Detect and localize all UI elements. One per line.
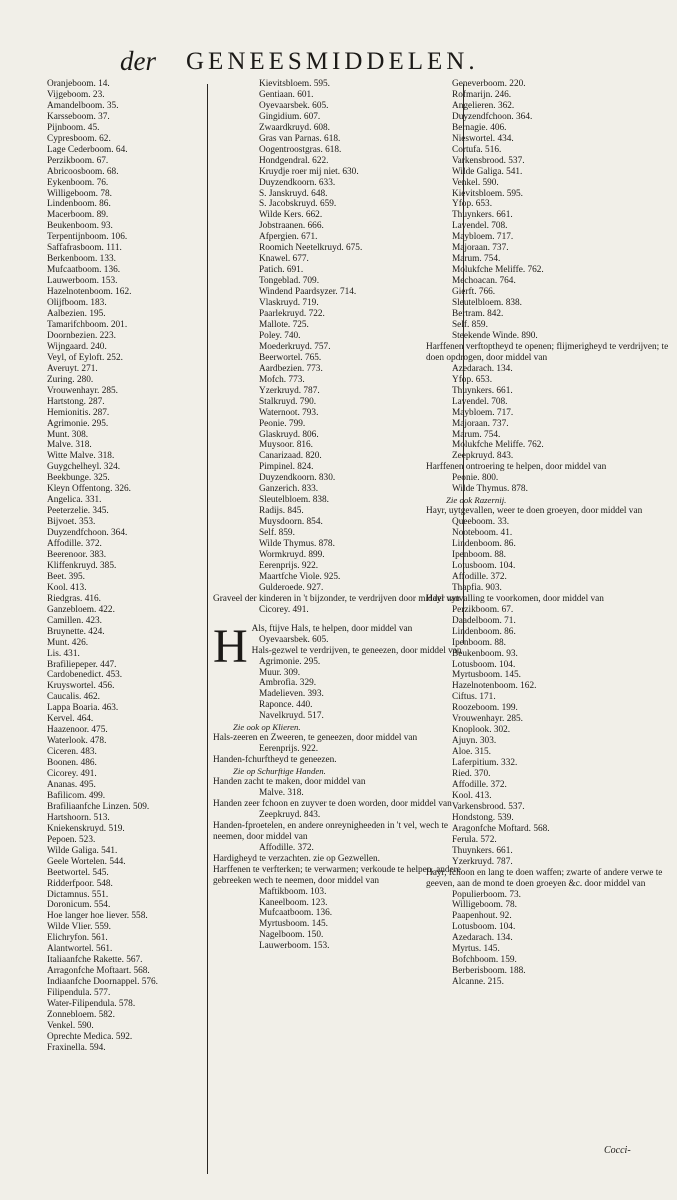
index-entry: Wilde Kers. 662. — [259, 210, 323, 221]
index-entry: Kruyswortel. 456. — [47, 681, 115, 692]
index-entry: Hartstong. 287. — [47, 396, 105, 407]
index-entry: Saffafrasboom. 111. — [47, 243, 122, 254]
index-entry: Marum. 754. — [452, 254, 501, 265]
index-entry: Varkensbrood. 537. — [452, 155, 525, 166]
index-entry: Glaskruyd. 806. — [259, 429, 319, 440]
heading-text: Als, ftijve Hals, te helpen, door middel van — [251, 623, 413, 634]
index-entry: Karsseboom. 37. — [47, 111, 110, 122]
section-heading: Harffenen ontroering te helpen, door middel van — [426, 462, 607, 473]
index-entry: Stalkruyd. 790. — [259, 396, 317, 407]
index-entry: Geele Wortelen. 544. — [47, 856, 126, 867]
index-entry: Lavendel. 708. — [452, 396, 508, 407]
index-entry: Vijgeboom. 23. — [47, 89, 105, 100]
index-entry: Gingidium. 607. — [259, 111, 321, 122]
index-entry: Pepoen. 523. — [47, 834, 96, 845]
index-entry: Witte Malve. 318. — [47, 451, 115, 462]
index-entry: Muysoor. 816. — [259, 440, 313, 451]
index-entry: Angelieren. 362. — [452, 100, 515, 111]
index-entry: Ganzerich. 833. — [259, 484, 319, 495]
index-entry: Terpentijnboom. 106. — [47, 232, 128, 243]
index-entry: Alantwortel. 561. — [47, 944, 113, 955]
index-entry: Beukenboom. 93. — [47, 221, 113, 232]
index-entry: Munt. 426. — [47, 637, 89, 648]
section-heading: Hayr, uytgevallen, weer te doen groeyen, door middel van — [426, 506, 643, 517]
index-entry: Maybloem. 717. — [452, 232, 514, 243]
index-entry: Affodille. 372. — [47, 539, 102, 550]
index-entry: Cypresboom. 62. — [47, 133, 111, 144]
index-entry: Duyzendkoorn. 633. — [259, 177, 336, 188]
index-entry: Haazenoor. 475. — [47, 725, 108, 736]
index-entry: S. Jacobskruyd. 659. — [259, 199, 337, 210]
index-entry: Majoraan. 737. — [452, 243, 509, 254]
index-entry: Azedarach. 134. — [452, 933, 513, 944]
index-entry: Zonnebloem. 582. — [47, 1010, 115, 1021]
index-entry: Bruynette. 424. — [47, 626, 105, 637]
index-entry: Daadelboom. 71. — [452, 615, 516, 626]
index-entry: Veyl, of Eyloft. 252. — [47, 352, 123, 363]
index-entry: Hartshoorn. 513. — [47, 812, 110, 823]
cross-reference: Zie ook op Klieren. — [233, 722, 301, 733]
index-entry: Afpergien. 671. — [259, 232, 318, 243]
index-entry: Navelkruyd. 517. — [259, 711, 324, 722]
index-entry: Kruydje roer mij niet. 630. — [259, 166, 359, 177]
index-entry: Willigeboom. 78. — [47, 188, 112, 199]
index-entry: Thuynkers. 661. — [452, 385, 513, 396]
index-entry: Ajuyn. 303. — [452, 736, 497, 747]
index-entry: Muur. 309. — [259, 667, 301, 678]
index-entry: Affodille. 372. — [452, 571, 507, 582]
index-entry: Boonen. 486. — [47, 758, 97, 769]
index-entry: Wormkruyd. 899. — [259, 549, 325, 560]
index-entry: Macerboom. 89. — [47, 210, 109, 221]
index-entry: Eerenprijs. 922. — [259, 744, 319, 755]
index-entry: Agrimonie. 295. — [47, 418, 109, 429]
index-entry: Hazelnotenboom. 162. — [47, 287, 132, 298]
index-entry: Wilde Vlier. 559. — [47, 922, 112, 933]
index-entry: Lappa Boaria. 463. — [47, 703, 119, 714]
index-entry: Gras van Parnas. 618. — [259, 133, 341, 144]
index-entry: Beukenboom. 93. — [452, 648, 518, 659]
index-entry: Azedarach. 134. — [452, 363, 513, 374]
index-entry: Zuring. 280. — [47, 374, 94, 385]
index-entry: Oogentroostgras. 618. — [259, 144, 342, 155]
index-entry: Camillen. 423. — [47, 615, 103, 626]
index-entry: Angelica. 331. — [47, 495, 102, 506]
index-entry: Aloe. 315. — [452, 747, 491, 758]
index-entry: Ganzebloem. 422. — [47, 604, 115, 615]
index-entry: Ciftus. 171. — [452, 692, 496, 703]
section-heading: Hayr uytvalling te voorkomen, door middel van — [426, 593, 604, 604]
index-entry: Mallote. 725. — [259, 319, 309, 330]
index-entry: Kniekenskruyd. 519. — [47, 823, 125, 834]
index-entry: Pimpinel. 824. — [259, 462, 314, 473]
index-entry: Maybloem. 717. — [452, 407, 514, 418]
index-entry: Aalbezien. 195. — [47, 309, 106, 320]
index-entry: Bofchboom. 159. — [452, 955, 517, 966]
index-entry: Hoe langer hoe liever. 558. — [47, 911, 148, 922]
index-entry: Filipendula. 577. — [47, 988, 111, 999]
index-entry: Kievitsbloem. 595. — [452, 188, 524, 199]
index-entry: Oprechte Medica. 592. — [47, 1031, 133, 1042]
index-entry: Rofmarijn. 246. — [452, 89, 512, 100]
index-entry: Tongeblad. 709. — [259, 276, 320, 287]
index-entry: Venkel. 590. — [452, 177, 499, 188]
index-entry: Beekbunge. 325. — [47, 473, 110, 484]
index-entry: Sleutelbloem. 838. — [452, 298, 522, 309]
index-entry: Perzikboom. 67. — [452, 604, 514, 615]
index-entry: Nieswortel. 434. — [452, 133, 514, 144]
index-entry: Duyzendkoorn. 830. — [259, 473, 336, 484]
index-entry: Caucalis. 462. — [47, 692, 100, 703]
index-entry: Duyzendfchoon. 364. — [452, 111, 533, 122]
page-title: GENEESMIDDELEN. — [186, 48, 479, 75]
index-entry: Wilde Galiga. 541. — [452, 166, 523, 177]
index-entry: Gentiaan. 601. — [259, 89, 314, 100]
index-entry: Radijs. 845. — [259, 506, 304, 517]
index-entry: Myrtus. 145. — [452, 944, 500, 955]
index-entry: Lauwerboom. 153. — [47, 276, 118, 287]
index-entry: Ananas. 495. — [47, 780, 96, 790]
index-entry: Kliffenkruyd. 385. — [47, 560, 117, 571]
index-entry: Beetwortel. 545. — [47, 867, 109, 878]
index-entry: Water-Filipendula. 578. — [47, 999, 136, 1010]
index-entry: Peeterzelie. 345. — [47, 506, 109, 517]
index-entry: Vrouwenhayr. 285. — [47, 385, 118, 396]
index-entry: Majoraan. 737. — [452, 418, 509, 429]
index-entry: Doornbezien. 223. — [47, 330, 116, 341]
index-entry: Riedgras. 416. — [47, 593, 101, 604]
index-entry: Thuynkers. 661. — [452, 845, 513, 856]
column-divider — [207, 84, 208, 1174]
index-entry: Thapfia. 903. — [452, 582, 502, 593]
index-entry: Malve. 318. — [259, 788, 304, 798]
index-entry: Zeepkruyd. 843. — [259, 809, 321, 820]
index-entry: Wilde Thymus. 878. — [452, 484, 528, 495]
section-heading: Graveel der kinderen in 't bijzonder, te verdrijven door middel van — [213, 593, 460, 604]
index-entry: Yzerkruyd. 787. — [452, 856, 513, 867]
index-entry: Wilde Galiga. 541. — [47, 845, 118, 856]
index-entry: Brafiliaanfche Linzen. 509. — [47, 801, 150, 812]
section-heading: Handen-fchurftheyd te geneezen. — [213, 755, 337, 766]
index-entry: Arragonfche Moftaart. 568. — [47, 966, 150, 977]
section-heading: Harffenen te verfterken; te verwarmen; verkoude te helpen, andere gebreeken wech te neemen, door middel van — [213, 864, 461, 886]
index-entry: Ambrofia. 329. — [259, 678, 317, 689]
index-entry: Pijnboom. 45. — [47, 122, 100, 133]
index-entry: Kool. 413. — [47, 582, 87, 593]
index-entry: Patich. 691. — [259, 265, 304, 276]
index-entry: Agrimonie. 295. — [259, 656, 321, 667]
index-entry: Oranjeboom. 14. — [47, 79, 110, 89]
index-entry: Hondstong. 539. — [452, 812, 514, 823]
index-entry: Wijngaard. 240. — [47, 341, 107, 352]
index-entry: Affodille. 372. — [259, 842, 314, 853]
index-entry: Populierboom. 73. — [452, 889, 521, 900]
index-entry: Willigeboom. 78. — [452, 900, 517, 911]
index-entry: Roomich Neetelkruyd. 675. — [259, 243, 363, 254]
index-entry: Ridderfpoor. 548. — [47, 878, 113, 889]
index-entry: Bijvoet. 353. — [47, 517, 96, 528]
index-entry: Windend Paardsyzer. 714. — [259, 287, 357, 298]
index-entry: Knoplook. 302. — [452, 725, 511, 736]
index-entry: Varkensbrood. 537. — [452, 801, 525, 812]
index-column-3 — [426, 79, 672, 988]
index-entry: Lotusboom. 104. — [452, 560, 516, 571]
index-entry: Aardbezien. 773. — [259, 363, 323, 374]
index-entry: Lauwerboom. 153. — [259, 941, 330, 952]
section-heading: Handen zacht te maken, door middel van — [213, 777, 366, 788]
index-entry: Venkel. 590. — [47, 1020, 94, 1031]
index-entry: Olijfboom. 183. — [47, 298, 107, 309]
index-entry: Laferpitium. 332. — [452, 758, 518, 769]
index-entry: Cardobenedict. 453. — [47, 670, 123, 681]
index-entry: Myrtusboom. 145. — [259, 919, 328, 930]
index-entry: Wilde Thymus. 878. — [259, 539, 335, 550]
index-entry: Muysdoorn. 854. — [259, 517, 323, 528]
index-entry: Paapenhout. 92. — [452, 911, 512, 922]
index-entry: Vrouwenhayr. 285. — [452, 714, 523, 725]
index-entry: Kleyn Offentong. 326. — [47, 484, 132, 495]
index-entry: Hondgendral. 622. — [259, 155, 329, 166]
page-header — [0, 44, 677, 80]
section-heading: Hals-gezwel te verdrijven, te geneezen, door middel van — [251, 645, 462, 656]
index-entry: Kool. 413. — [452, 790, 492, 801]
index-entry: Berkenboom. 133. — [47, 254, 116, 265]
index-entry: Molukfche Meliffe. 762. — [452, 440, 544, 451]
index-entry: Bernagie. 406. — [452, 122, 507, 133]
index-entry: Abricoosboom. 68. — [47, 166, 119, 177]
section-heading: Handen zeer fchoon en zuyver te doen worden, door middel van — [213, 798, 452, 809]
index-entry: Duyzendfchoon. 364. — [47, 528, 128, 539]
index-entry: Kievitsbloem. 595. — [259, 79, 331, 89]
index-entry: Amandelboom. 35. — [47, 100, 119, 111]
index-entry: Hemionitis. 287. — [47, 407, 110, 418]
index-entry: Elichryfon. 561. — [47, 933, 108, 944]
catchword: Cocci- — [604, 1145, 631, 1156]
index-entry: Yfop. 653. — [452, 199, 493, 210]
section-heading: Hardigheyd te verzachten. zie op Gezwellen. — [213, 853, 381, 864]
section-heading: Hayr, fchoon en lang te doen waffen; zwarte of andere verwe te geeven, aan de mond te doen groeyen &c. door middel van — [426, 867, 663, 889]
index-entry: Self. 859. — [259, 528, 295, 539]
index-entry: Zwaardkruyd. 608. — [259, 122, 330, 133]
index-entry: Italiaanfche Rakette. 567. — [47, 955, 143, 966]
section-heading: Harffenen verftoptheyd te openen; flijmerigheyd te verdrijven; te doen opdrogen, door middel van — [426, 341, 669, 363]
index-entry: Dictamnus. 551. — [47, 889, 109, 900]
index-entry: Indiaanfche Doornappel. 576. — [47, 977, 159, 988]
index-entry: Ipenboom. 88. — [452, 549, 506, 560]
index-entry: Aragonfche Moftard. 568. — [452, 823, 550, 834]
index-entry: Steekende Winde. 890. — [452, 330, 538, 341]
index-entry: Ciceren. 483. — [47, 747, 97, 758]
index-entry: Queeboom. 33. — [452, 517, 510, 528]
index-entry: Doronicum. 554. — [47, 900, 111, 911]
index-entry: Marum. 754. — [452, 429, 501, 440]
drop-cap: H — [213, 619, 248, 673]
index-entry: Peonie. 799. — [259, 418, 306, 429]
index-entry: Brafiliepeper. 447. — [47, 659, 117, 670]
index-entry: Ried. 370. — [452, 769, 491, 780]
index-entry: Hazelnotenboom. 162. — [452, 681, 537, 692]
index-entry: Lindenboom. 86. — [47, 199, 111, 210]
index-entry: Lavendel. 708. — [452, 221, 508, 232]
index-entry: Affodille. 372. — [452, 780, 507, 790]
index-entry: Self. 859. — [452, 319, 488, 330]
index-entry: Nooteboom. 41. — [452, 528, 513, 539]
index-entry: Lis. 431. — [47, 648, 80, 659]
index-entry: Mofch. 773. — [259, 374, 305, 385]
index-entry: Cicorey. 491. — [259, 604, 309, 615]
index-entry: Averuyt. 271. — [47, 363, 98, 374]
index-entry: Mufcaatboom. 136. — [259, 908, 333, 919]
index-entry: Mechoacan. 764. — [452, 276, 516, 287]
index-entry: Bafilicom. 499. — [47, 790, 106, 801]
index-entry: Moederkruyd. 757. — [259, 341, 331, 352]
index-entry: Bertram. 842. — [452, 309, 504, 320]
index-entry: Yfop. 653. — [452, 374, 493, 385]
index-entry: Lotusboom. 104. — [452, 922, 516, 933]
index-entry: Thuynkers. 661. — [452, 210, 513, 221]
cross-reference: Zie ook Razernij. — [446, 495, 507, 506]
index-entry: Madelieven. 393. — [259, 689, 324, 700]
index-entry: Molukfche Meliffe. 762. — [452, 265, 544, 276]
section-heading: Hals-zeeren en Zweeren, te geneezen, door middel van — [213, 733, 418, 744]
index-entry: Sleutelbloem. 838. — [259, 495, 329, 506]
cross-reference: Zie op Schurftige Handen. — [233, 766, 326, 777]
index-entry: Knawel. 677. — [259, 254, 309, 265]
index-entry: Beet. 395. — [47, 571, 85, 582]
index-entry: Paarlekruyd. 722. — [259, 309, 325, 320]
index-entry: Geneverboom. 220. — [452, 79, 526, 89]
index-entry: Zeepkruyd. 843. — [452, 451, 514, 462]
index-entry: Cicorey. 491. — [47, 769, 97, 780]
index-entry: Lage Cederboom. 64. — [47, 144, 128, 155]
header-prefix: der — [120, 46, 156, 76]
index-entry: Roozeboom. 199. — [452, 703, 518, 714]
index-entry: Kaneelboom. 123. — [259, 897, 328, 908]
index-entry: Fraxinella. 594. — [47, 1042, 106, 1053]
index-entry: Nagelboom. 150. — [259, 930, 324, 941]
section-heading: Handen-fproetelen, en andere onreynigheeden in 't vel, wech te neemen, door middel van — [213, 820, 449, 842]
index-entry: Vlaskruyd. 719. — [259, 298, 319, 309]
index-entry: Oyevaarsbek. 605. — [259, 100, 329, 111]
index-entry: Beerwortel. 765. — [259, 352, 322, 363]
index-entry: Lindenboom. 86. — [452, 539, 516, 550]
index-entry: S. Janskruyd. 648. — [259, 188, 328, 199]
index-entry: Ferula. 572. — [452, 834, 497, 845]
index-entry: Ipenboom. 88. — [452, 637, 506, 648]
index-entry: Waternoot. 793. — [259, 407, 319, 418]
index-entry: Alcanne. 215. — [452, 977, 504, 988]
index-entry: Peonie. 800. — [452, 473, 499, 484]
index-entry: Eykenboom. 76. — [47, 177, 109, 188]
index-entry: Gulderoede. 927. — [259, 582, 324, 593]
index-entry: Waterlook. 478. — [47, 736, 107, 747]
index-column-1 — [47, 79, 207, 1054]
index-entry: Myrtusboom. 145. — [452, 670, 521, 681]
index-entry: Maftikboom. 103. — [259, 886, 327, 897]
index-entry: Oyevaarsbek. 605. — [259, 634, 329, 645]
index-entry: Maartfche Viole. 925. — [259, 571, 341, 582]
index-entry: Gierft. 766. — [452, 287, 496, 298]
index-entry: Kervel. 464. — [47, 714, 94, 725]
index-entry: Lotusboom. 104. — [452, 659, 516, 670]
index-entry: Guygchelheyl. 324. — [47, 462, 121, 473]
index-entry: Lindenboom. 86. — [452, 626, 516, 637]
index-entry: Raponce. 440. — [259, 700, 313, 711]
index-entry: Mufcaatboom. 136. — [47, 265, 121, 276]
index-entry: Yzerkruyd. 787. — [259, 385, 320, 396]
index-entry: Malve. 318. — [47, 440, 92, 451]
index-entry: Jobstraanen. 666. — [259, 221, 324, 232]
index-entry: Beerenoor. 383. — [47, 549, 107, 560]
index-entry: Berberisboom. 188. — [452, 966, 526, 977]
index-entry: Munt. 308. — [47, 429, 89, 440]
index-entry: Perzikboom. 67. — [47, 155, 109, 166]
index-entry: Eerenprijs. 922. — [259, 560, 319, 571]
index-entry: Cortufa. 516. — [452, 144, 502, 155]
index-entry: Poley. 740. — [259, 330, 301, 341]
index-entry: Tamarifchboom. 201. — [47, 319, 128, 330]
index-entry: Canarizaad. 820. — [259, 451, 322, 462]
